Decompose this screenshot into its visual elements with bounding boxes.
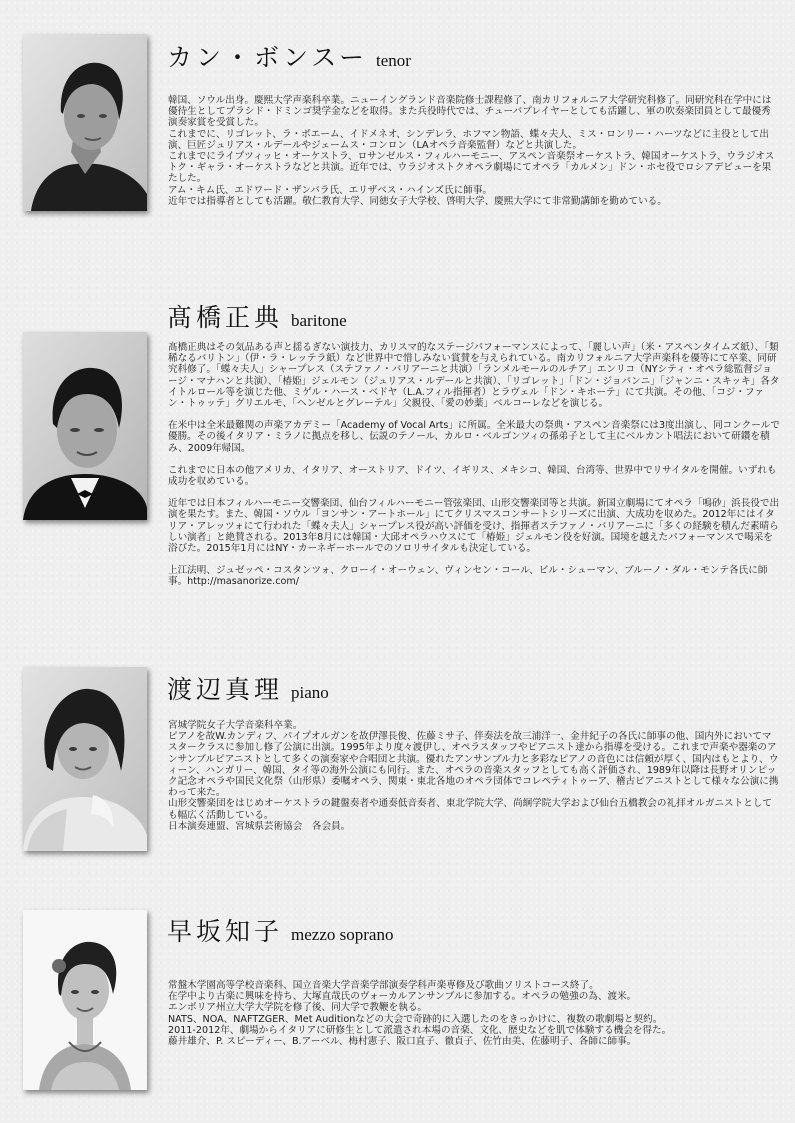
bio-paragraph: エンポリア州立大学大学院を修了後、同大学で教鞭を執る。	[168, 1002, 428, 1014]
bio-paragraph: 韓国、ソウル出身。慶熙大学声楽科卒業。ニューイングランド音楽院修士課程修了、南カリフォルニア大学研究科修了。同研究科在学中には優待生としてプラシド・ドミンゴ奨学金などを取得。また兵役時代では、チューバプレイヤーとしても活躍し、軍の吹奏楽団員として最優秀演奏家賞を受賞した。	[168, 95, 772, 129]
bio-paragraph: 近年では日本フィルハーモニー交響楽団、仙台フィルハーモニー管弦楽団、山形交響楽団等と共演。新国立劇場にてオペラ「鳴砂」浜長役で出演を果たす。また、韓国・ソウル「ヨンサン・アートホール」にてクリスマスコンサートシリーズに出演、大成功を収めた。2012年にはイタリア・アレッツォにて行われた「蝶々夫人」シャープレス役が高い評価を受け、指揮者ステファノ・バリアーニに「多くの経験を積んだ素晴らしい演者」と絶賛される。2013年8月には韓国・大邱オペラハウスにて「椿姫」ジェルモン役を好演。国境を越えたパフォーマンスで喝采を浴びた。2015年1月にはNY・カーネギーホールでのソロリサイタルも決定している。	[168, 498, 780, 555]
bio-paragraph: NATS、NOA、NAFTZGER、Met Auditionなどの大会で奇跡的に入選したのをきっかけに、複数の歌劇場と契約。	[168, 1013, 663, 1025]
biography	[168, 980, 780, 1047]
portrait-photo	[23, 332, 147, 520]
bio-paragraph: 在米中は全米最難関の声楽アカデミー「Academy of Vocal Arts」に所属。全米最大の祭典・アスペン音楽祭には3度出演し、同コンクールで優勝。その後イタリア・ミラノに拠点を移し、伝説のテノール、カルロ・ベルゴンツィの孫弟子として主にベルカント唱法において研鑽を積み、2009年帰国。	[168, 420, 780, 454]
biography	[168, 95, 780, 207]
bio-paragraph: 山形交響楽団をはじめオーケストラの鍵盤奏者や通奏低音奏者、東北学院大学、尚絅学院大学および仙台五橋教会の礼拝オルガニストとしても幅広く活動している。	[168, 798, 773, 821]
performer-name: カン・ボンスー	[167, 43, 369, 72]
performer-name: 渡辺真理	[167, 675, 284, 704]
bio-paragraph: 髙橋正典はその気品ある声と揺るぎない演技力、カリスマ的なステージパフォーマンスによって、「麗しい声」（米・アスペンタイムズ紙）、「類稀なるバリトン」（伊・ラ・レッテラ紙）など世界中で惜しみない賞賛を与えられている。南カリフォルニア大学声楽科を優等にて卒業、同研究科修了。「蝶々夫人」シャープレス（ステファノ・バリアーニと共演）「ランメルモールのルチア」エンリコ（NYシティ・オペラ総監督ジョージ・マナハンと共演）、「椿姫」ジェルモン（ジュリアス・ルデールと共演）、「リゴレット」「ドン・ジョバンニ」「ジャンニ・スキッキ」各タイトルロール等を演じた他、ミゲル・ハース・ベドヤ（L.A.フィル指揮者）とラヴェル「ドン・キホーテ」にて共演。その他、「コジ・ファン・トゥッテ」グリエルモ、「ヘンゼルとグレーテル」父親役、「愛の妙薬」ベルコーレなどを演じる。	[168, 342, 780, 410]
biography	[168, 720, 780, 832]
portrait-photo	[23, 34, 147, 211]
portrait-photo	[23, 667, 147, 851]
bio-paragraph: 在学中より古楽に興味を持ち、大塚直哉氏のヴォーカルアンサンブルに参加する。オペラの勉強の為、渡米。	[168, 991, 637, 1003]
bio-paragraph: ピアノを故W.カンディフ、パイプオルガンを故伊澤長俊、佐藤ミサ子、伴奏法を故三浦洋一、金井紀子の各氏に師事の他、国内外においてマスタークラスに参加し修了公演に出演。1995年より度々渡伊し、オペラスタッフやピアニスト達から指導を受ける。これまで声楽や器楽のアンサンブルピアニストとして多くの演奏家や合唱団と共演。優れたアンサンブル力と多彩なピアノの音色には信頼が厚く、国内はもとより、ウィーン、ハンガリー、韓国、タイ等の海外公演にも同行。また、オペラの音楽スタッフとしても高く評価され、1989年以降は長野オリンピック記念オペラや国民文化祭（山形県）委嘱オペラ、関東・東北各地のオペラ団体でコレペティトゥーア、稽古ピアニストとして様々な公演に携わって来た。	[168, 731, 779, 799]
bio-paragraph: 2011-2012年、劇場からイタリアに研修生として派遣され本場の音楽、文化、歴史などを肌で体験する機会を得た。	[168, 1024, 672, 1036]
bio-paragraph: 上江法明、ジュゼッペ・コスタンツォ、クローイ・オーウェン、ヴィンセン・コール、ビル・シューマン、ブルーノ・ダル・モンテ各氏に師事。http://masanorize.com/	[168, 565, 768, 588]
name-heading	[167, 38, 411, 74]
bio-paragraph: 藤井雄介、P. スピーディー、B.アーベル、梅村憲子、阪口直子、徹貞子、佐竹由美、佐藤明子、各師に師事。	[168, 1036, 637, 1048]
bio-paragraph: 常盤木学園高等学校音楽科、国立音楽大学音楽学部演奏学科声楽専修及び歌曲ソリストコース終了。	[168, 980, 599, 991]
bio-paragraph: これまでに日本の他アメリカ、イタリア、オーストリア、ドイツ、イギリス、メキシコ、韓国、台湾等、世界中でリサイタルを開催。いずれも成功を収めている。	[168, 464, 777, 488]
voice-part: mezzo soprano	[291, 925, 394, 944]
bio-paragraph: これまでに、リゴレット、ラ・ボエーム、イドメネオ、シンデレラ、ホフマン物語、蝶々夫人、ミス・ロンリー・ハーツなどに主役として出演、巨匠ジュリアス・ルデールやジェームス・コンロン（LAオペラ音楽監督）などと共演した。	[168, 128, 769, 151]
portrait-photo	[23, 910, 147, 1090]
bio-paragraph: 近年では指導者としても活躍。敬仁教育大学、同徳女子大学校、啓明大学、慶熙大学にて非常勤講師を勤めている。	[168, 195, 667, 207]
name-heading	[167, 912, 393, 948]
performer-name: 髙橋正典	[167, 303, 284, 332]
biography	[168, 342, 780, 588]
name-heading	[167, 670, 329, 706]
name-heading	[167, 298, 347, 334]
bio-paragraph: これまでにライプツィッヒ・オーケストラ、ロサンゼルス・フィルハーモニー、アスペン音楽祭オーケストラ、韓国オーケストラ、ウラジオストク・ギャラ・オーケストラなどと共演。近年では、ウラジオストクオペラ劇場にてオペラ「カルメン」ドン・ホセ役でロシアデビューを果たした。	[168, 151, 775, 185]
performer-name: 早坂知子	[167, 917, 284, 946]
bio-paragraph: 宮城学院女子大学音楽科卒業。	[168, 720, 303, 731]
voice-part: tenor	[376, 51, 411, 70]
voice-part: piano	[291, 683, 329, 702]
bio-paragraph: アム・キム氏、エドワード・ザンバラ氏、エリザベス・ハインズ氏に師事。	[168, 184, 493, 196]
voice-part: baritone	[291, 311, 347, 330]
bio-paragraph: 日本演奏連盟、宮城県芸術協会 各会員。	[168, 820, 351, 832]
